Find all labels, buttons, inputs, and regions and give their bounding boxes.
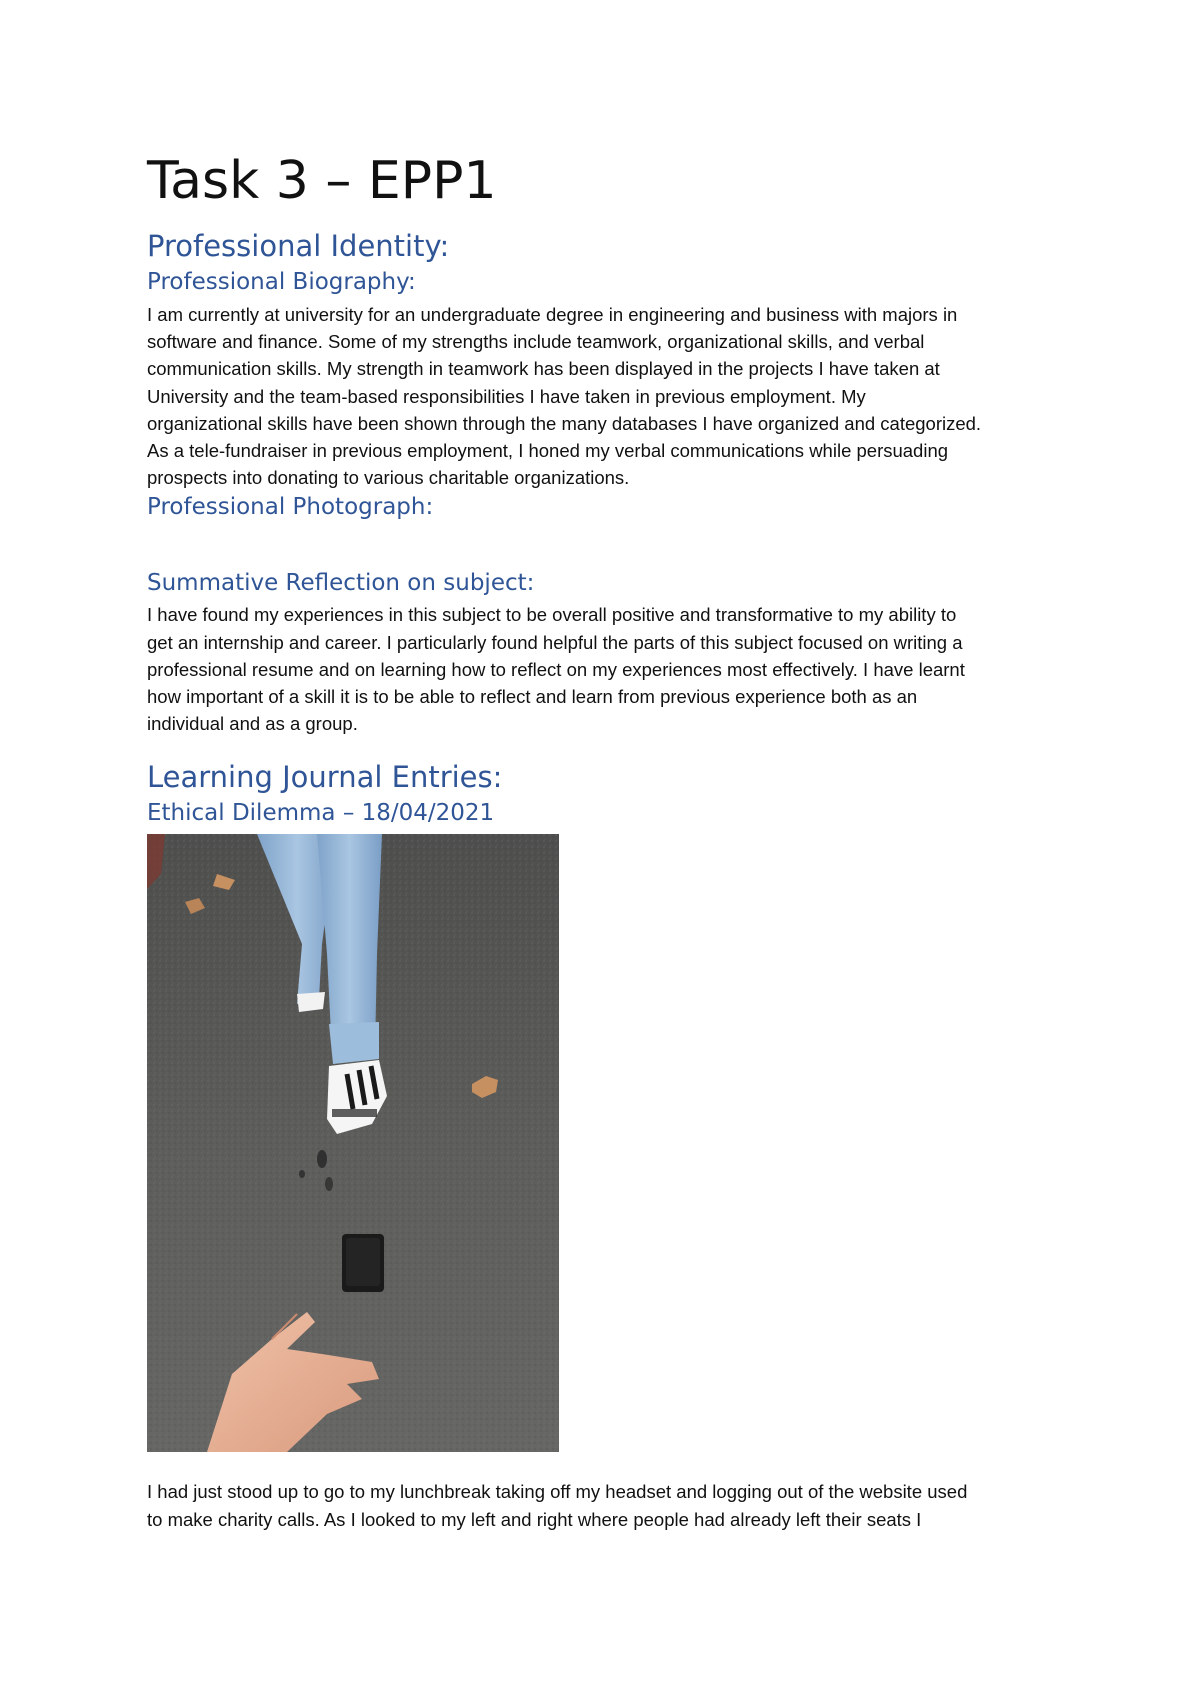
photo-illustration: [147, 834, 559, 1452]
ethical-dilemma-photo: [147, 834, 559, 1452]
text-line: to make charity calls. As I looked to my left and right where people had already left their seats I: [147, 1508, 922, 1530]
heading-ethical-dilemma: Ethical Dilemma – 18/04/2021: [147, 800, 495, 827]
heading-summative-reflection: Summative Reflection on subject:: [147, 570, 535, 597]
text-line: prospects into donating to various charitable organizations.: [147, 467, 630, 489]
text-line: how important of a skill it is to be able to reflect and learn from previous experience both as an: [147, 686, 918, 708]
reflection-paragraph: [147, 601, 1077, 737]
text-line: get an internship and career. I particularly found helpful the parts of this subject focused on writing a: [147, 631, 963, 653]
text-line: software and finance. Some of my strengths include teamwork, organizational skills, and verbal: [147, 331, 925, 353]
heading-learning-journal: Learning Journal Entries:: [147, 760, 503, 795]
document-title: Task 3 – EPP1: [147, 151, 497, 211]
text-line: I have found my experiences in this subject to be overall positive and transformative to my ability to: [147, 604, 957, 626]
text-line: I had just stood up to go to my lunchbreak taking off my headset and logging out of the website used: [147, 1481, 968, 1503]
text-line: University and the team-based responsibilities I have taken in previous employment. My: [147, 385, 866, 407]
document-page: [147, 140, 1077, 1533]
heading-professional-identity: Professional Identity:: [147, 229, 450, 263]
biography-paragraph: [147, 301, 1077, 491]
text-line: As a tele-fundraiser in previous employment, I honed my verbal communications while persuading: [147, 440, 949, 462]
heading-professional-biography: Professional Biography:: [147, 269, 416, 295]
text-line: organizational skills have been shown through the many databases I have organized and categorized.: [147, 412, 982, 434]
text-line: individual and as a group.: [147, 713, 358, 735]
text-line: I am currently at university for an undergraduate degree in engineering and business with majors in: [147, 304, 958, 325]
text-line: professional resume and on learning how to reflect on my experiences most effectively. I have learnt: [147, 658, 965, 680]
journal-paragraph: [147, 1478, 1077, 1532]
heading-professional-photograph: Professional Photograph:: [147, 494, 434, 521]
text-line: communication skills. My strength in teamwork has been displayed in the projects I have taken at: [147, 358, 940, 380]
